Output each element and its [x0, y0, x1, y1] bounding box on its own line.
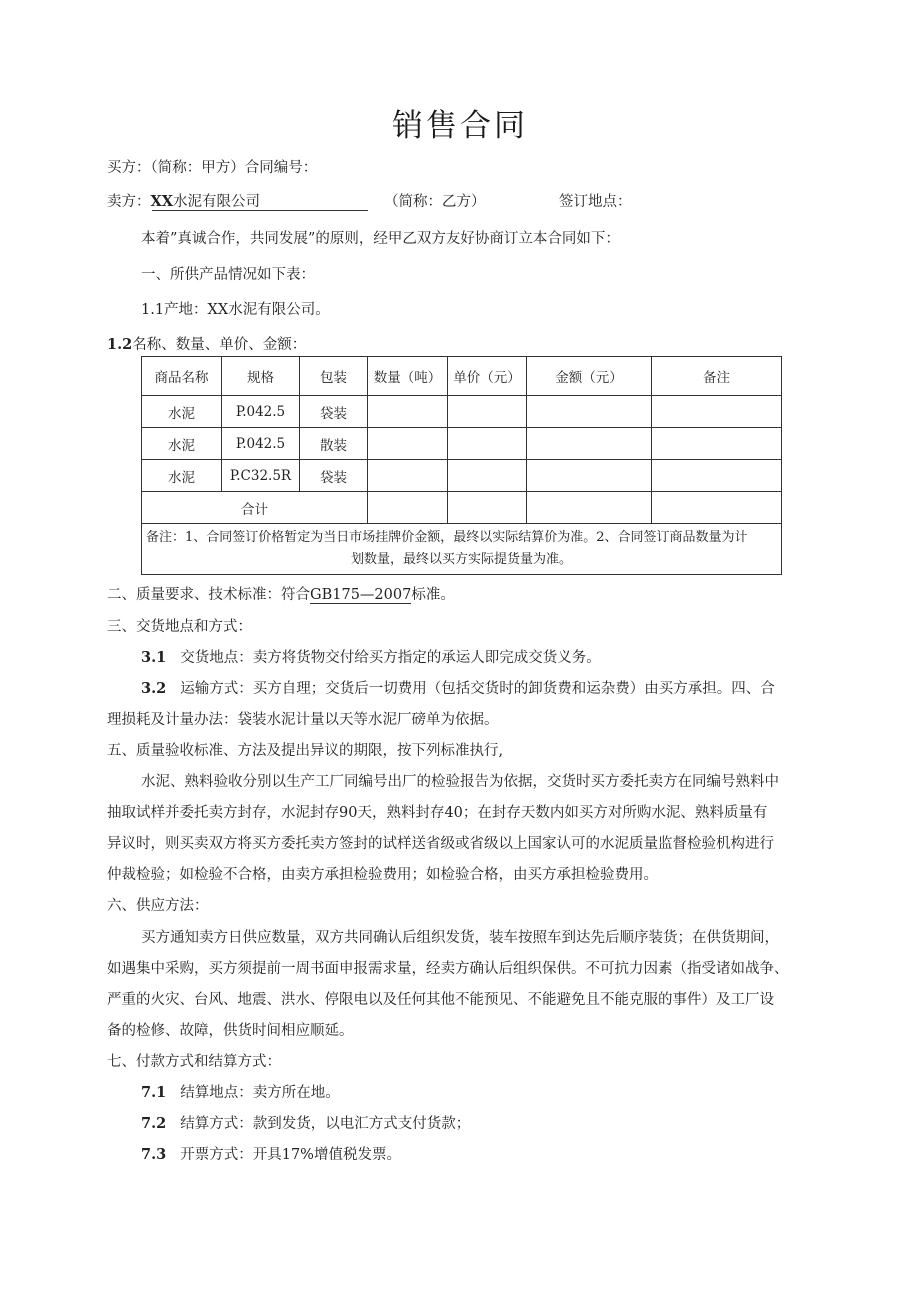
- section-7-2-num: 7.2: [141, 1115, 167, 1132]
- table-cell: P.042.5: [222, 396, 300, 428]
- table-cell: [527, 460, 652, 492]
- table-cell: [527, 428, 652, 460]
- section-1-1-num: 1.1: [141, 302, 165, 318]
- section-5-body-line: 异议时，则买卖双方将买方委托卖方签封的试样送省级或省级以上国家认可的水泥质量监督检验机构进行: [107, 836, 774, 852]
- seller-line: [107, 192, 260, 212]
- table-cell: [527, 492, 652, 524]
- table-cell: [448, 492, 527, 524]
- section-1-2-text: 名称、数量、单价、金额：: [132, 337, 307, 353]
- section-7-3-text: 开票方式：开具17%增值税发票。: [180, 1147, 401, 1163]
- section-3-2-text-1: 运输方式：买方自理；交货后一切费用（包括交货时的卸货费和运杂费）由买方承担。四、合: [180, 681, 775, 697]
- buyer-line: [107, 158, 317, 178]
- table-note: [142, 524, 782, 575]
- section-3-1: [141, 648, 601, 668]
- section-6-body-line: 买方通知卖方日供应数量，双方共同确认后组织发货，装车按照车到达先后顺序装货；在供货期间，: [141, 930, 779, 946]
- table-row: [142, 460, 782, 492]
- seller-underline: [152, 210, 368, 211]
- section-2: [107, 585, 455, 605]
- section-5-body-line: 水泥、熟料验收分别以生产工厂同编号出厂的检验报告为依据，交货时买方委托卖方在同编号熟料中: [141, 774, 779, 790]
- table-cell: [448, 460, 527, 492]
- seller-label: 卖方：: [107, 194, 151, 210]
- table-cell: [368, 428, 448, 460]
- section-3-1-text: 交货地点：卖方将货物交付给买方指定的承运人即完成交货义务。: [180, 650, 601, 666]
- table-cell: [448, 428, 527, 460]
- table-cell: 水泥: [142, 460, 222, 492]
- section-1-2: [107, 335, 306, 355]
- section-3-2-line-1: [141, 679, 775, 699]
- section-7-heading: 七、付款方式和结算方式：: [107, 1054, 281, 1070]
- section-7-1: [141, 1083, 340, 1103]
- table-header-cell: 包装: [300, 357, 368, 396]
- section-3-2-num: 3.2: [141, 680, 167, 697]
- section-7-3: [141, 1145, 401, 1165]
- section-7-2-text: 结算方式：款到发货，以电汇方式支付货款；: [180, 1116, 471, 1132]
- seller-company: 水泥有限公司: [173, 194, 261, 210]
- section-6-body-line: 如遇集中采购，买方须提前一周书面申报需求量，经卖方确认后组织保供。不可抗力因素（指受诸如战争、: [107, 961, 789, 977]
- section-3-2-line-2: 理损耗及计量办法：袋装水泥计量以天等水泥厂磅单为依据。: [107, 712, 499, 728]
- table-row: [142, 428, 782, 460]
- product-table: [141, 356, 782, 575]
- table-note-line-2: 划数量，最终以买方实际提货量为准。: [350, 552, 572, 567]
- section-7-3-num: 7.3: [141, 1146, 167, 1163]
- section-2-standard: GB175—2007: [310, 587, 412, 603]
- table-cell: [368, 396, 448, 428]
- table-header-cell: 单价（元）: [448, 357, 527, 396]
- table-cell: [652, 460, 782, 492]
- table-header-cell: 备注: [652, 357, 782, 396]
- section-7-1-text: 结算地点：卖方所在地。: [180, 1085, 340, 1101]
- table-cell: 散装: [300, 428, 368, 460]
- section-7-2: [141, 1114, 470, 1134]
- table-cell: [368, 492, 448, 524]
- section-5-heading: 五、质量验收标准、方法及提出异议的期限，按下列标准执行,: [107, 743, 504, 759]
- table-cell: P.C32.5R: [222, 460, 300, 492]
- table-cell: 袋装: [300, 460, 368, 492]
- section-2-post: 标准。: [411, 587, 455, 603]
- section-3-1-num: 3.1: [141, 649, 167, 666]
- section-1-1: [141, 300, 330, 320]
- table-total-row: [142, 492, 782, 524]
- table-header-row: [142, 357, 782, 396]
- seller-company-prefix: XX: [150, 193, 174, 210]
- table-note-row: [142, 524, 782, 575]
- table-cell: [527, 396, 652, 428]
- table-cell: [652, 396, 782, 428]
- table-total-label: 合计: [142, 492, 368, 524]
- section-1-2-num: 1.2: [107, 336, 133, 353]
- table-cell: [448, 396, 527, 428]
- section-5-body-line: 抽取试样并委托卖方封存，水泥封存90天，熟料封存40；在封存天数内如买方对所购水泥、熟料质量有: [107, 805, 768, 821]
- table-row: [142, 396, 782, 428]
- section-5-body-line: 仲裁检验；如检验不合格，由卖方承担检验费用；如检验合格，由买方承担检验费用。: [107, 867, 658, 883]
- table-cell: [652, 492, 782, 524]
- section-7-1-num: 7.1: [141, 1084, 167, 1101]
- table-cell: 袋装: [300, 396, 368, 428]
- table-cell: 水泥: [142, 396, 222, 428]
- section-6-body-line: 严重的火灾、台风、地震、洪水、停限电以及任何其他不能预见、不能避免且不能克服的事件）及工厂设: [107, 992, 774, 1008]
- document-title: 销售合同: [392, 108, 528, 144]
- table-header-cell: 金额（元）: [527, 357, 652, 396]
- table-note-line-1: 备注：1、合同签订价格暂定为当日市场挂牌价金额，最终以实际结算价为准。2、合同签订商品数量为计: [146, 530, 748, 545]
- table-cell: [652, 428, 782, 460]
- table-cell: [368, 460, 448, 492]
- buyer-rest: （简称：甲方）合同编号：: [150, 160, 318, 176]
- table-header-cell: 数量（吨）: [368, 357, 448, 396]
- table-cell: 水泥: [142, 428, 222, 460]
- section-1-heading: 一、所供产品情况如下表：: [141, 267, 315, 283]
- section-1-1-text: 产地：XX水泥有限公司。: [164, 302, 330, 318]
- table-header-cell: 规格: [222, 357, 300, 396]
- seller-abbr: （简称：乙方）: [384, 194, 486, 210]
- section-2-pre: 二、质量要求、技术标准：符合: [107, 587, 310, 603]
- buyer-label: 买方：: [107, 160, 151, 176]
- section-6-body-line: 备的检修、故障，供货时间相应顺延。: [107, 1023, 354, 1039]
- section-3-heading: 三、交货地点和方式：: [107, 619, 252, 635]
- intro-text: 本着”真诚合作，共同发展”的原则，经甲乙双方友好协商订立本合同如下：: [141, 231, 620, 247]
- table-cell: P.042.5: [222, 428, 300, 460]
- signing-place: 签订地点：: [559, 194, 632, 210]
- table-header-cell: 商品名称: [142, 357, 222, 396]
- section-6-heading: 六、供应方法：: [107, 898, 209, 914]
